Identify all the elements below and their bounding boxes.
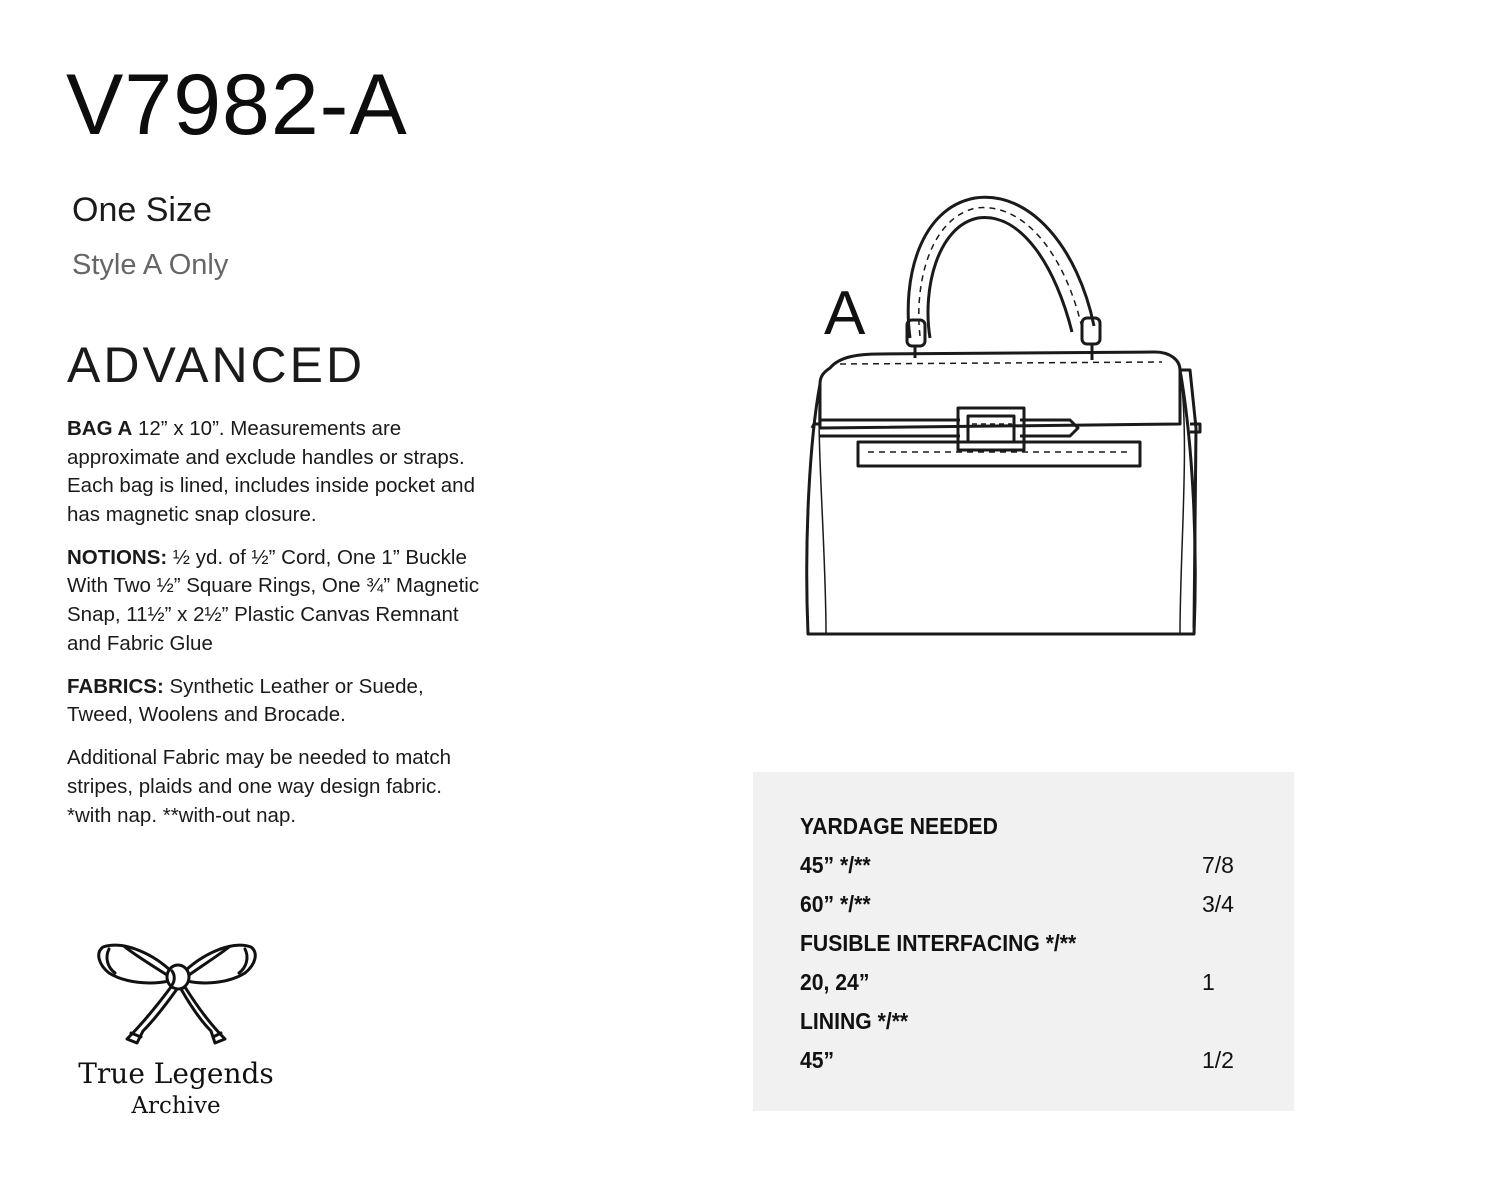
yardage-row-label: 20, 24” bbox=[800, 969, 870, 995]
yardage-row bbox=[800, 930, 1240, 960]
logo-name: True Legends bbox=[78, 1057, 274, 1090]
yardage-row bbox=[800, 1008, 1240, 1038]
bag-label: BAG A bbox=[67, 417, 133, 440]
fabrics-text: Synthetic Leather or Suede, Tweed, Woolens and Brocade. bbox=[67, 674, 424, 727]
yardage-panel bbox=[753, 772, 1294, 1111]
bag-illustration bbox=[760, 188, 1220, 648]
logo-subtitle: Archive bbox=[131, 1093, 221, 1119]
yardage-title: YARDAGE NEEDED bbox=[800, 813, 998, 839]
yardage-row bbox=[800, 891, 1240, 921]
true-legends-logo bbox=[60, 935, 300, 1125]
yardage-row-label: LINING */** bbox=[800, 1008, 909, 1034]
difficulty-label: ADVANCED bbox=[67, 337, 366, 393]
bag-text: 12” x 10”. Measurements are approximate and exclude handles or straps. Each bag is lined, includes inside pocket and has magnetic snap closure. bbox=[67, 417, 475, 526]
yardage-row-label: 45” */** bbox=[800, 852, 871, 878]
bag-description bbox=[67, 415, 492, 529]
yardage-row-label: FUSIBLE INTERFACING */** bbox=[800, 930, 1077, 956]
pattern-details bbox=[67, 415, 492, 845]
fabrics-description bbox=[67, 673, 492, 730]
yardage-row-label: 60” */** bbox=[800, 891, 871, 917]
fabrics-label: FABRICS: bbox=[67, 674, 164, 698]
notions-description bbox=[67, 544, 492, 658]
bow-icon bbox=[95, 935, 260, 1050]
yardage-row bbox=[800, 1047, 1240, 1077]
yardage-row bbox=[800, 852, 1240, 882]
yardage-row-value: 7/8 bbox=[1202, 852, 1234, 878]
size-label: One Size bbox=[72, 191, 212, 229]
additional-note: Additional Fabric may be needed to match stripes, plaids and one way design fabric. *with nap. **with-out nap. bbox=[67, 746, 452, 827]
handbag-drawing bbox=[760, 188, 1220, 648]
yardage-row-value: 3/4 bbox=[1202, 891, 1234, 917]
pattern-code: V7982-A bbox=[66, 57, 408, 153]
style-note: Style A Only bbox=[72, 249, 229, 281]
yardage-row-label: 45” bbox=[800, 1047, 835, 1073]
yardage-row-value: 1/2 bbox=[1202, 1047, 1234, 1073]
yardage-row bbox=[800, 969, 1240, 999]
yardage-row-value: 1 bbox=[1202, 969, 1215, 995]
notions-label: NOTIONS: bbox=[67, 545, 168, 569]
style-view-label: A bbox=[824, 279, 866, 348]
notions-text: ½ yd. of ½” Cord, One 1” Buckle With Two ½” Square Rings, One ¾” Magnetic Snap, 11½” x 2½” Plastic Canvas Remnant and Fabric Glue bbox=[67, 545, 480, 655]
